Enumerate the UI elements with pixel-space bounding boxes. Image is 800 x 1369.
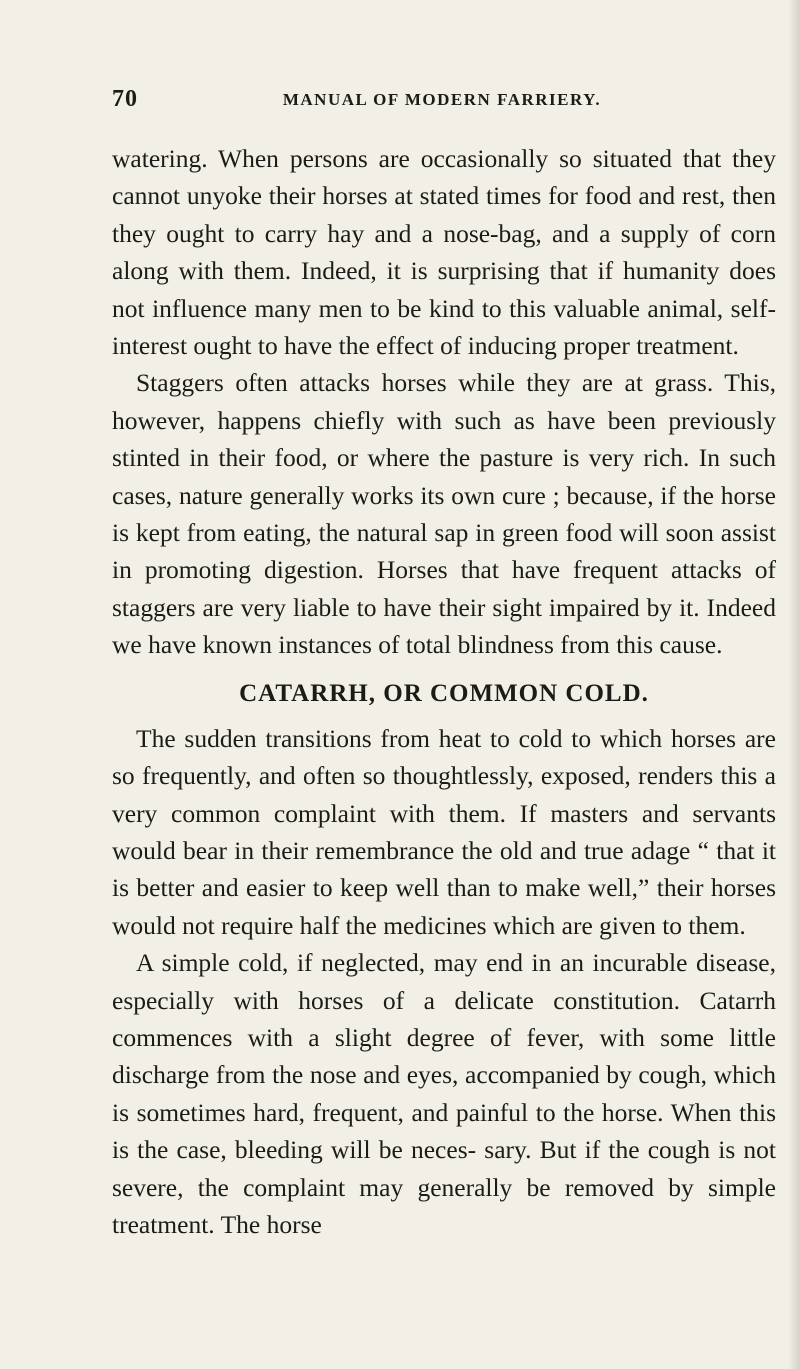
running-head [112, 86, 772, 116]
running-title: MANUAL OF MODERN FARRIERY. [282, 90, 602, 109]
page-number: 70 [112, 86, 138, 112]
paragraph-watering: watering. When persons are occasionally so situated that they cannot unyoke their horses at stated times for food and rest, then they ought to carry hay and a nose-bag, and a supply of corn along with them. Indeed, it is surprising that if humanity does not influence many men to be kind to this valuable animal, self-interest ought to have the effect of inducing proper treatment. [112, 144, 776, 361]
paragraph-staggers: Staggers often attacks horses while they are at grass. This, however, happens chiefly with such as have been previously stinted in their food, or where the pasture is very rich. In such cases, nature generally works its own cure ; because, if the horse is kept from eating, the natural sap in green food will soon assist in promoting digestion. Horses that have frequent attacks of staggers are very liable to have their sight impaired by it. Indeed we have known instances of total blindness from this cause. [112, 368, 776, 660]
paragraph-simple-cold: A simple cold, if neglected, may end in an incurable disease, especially with horses of a delicate constitution. Catarrh commences with a slight degree of fever, with some little discharge from the nose and eyes, accompanied by cough, which is sometimes hard, frequent, and painful to the horse. When this is the case, bleeding will be neces- sary. But if the cough is not severe, the complaint may generally be removed by simple treatment. The horse [112, 948, 776, 1239]
page-edge-shadow [788, 0, 800, 1369]
body-text [112, 140, 776, 1243]
section-heading: CATARRH, OR COMMON COLD. [239, 679, 649, 707]
paragraph-catarrh-intro: The sudden transitions from heat to cold to which horses are so frequently, and often so thoughtlessly, exposed, renders this a very common complaint with them. If masters and servants would bear in their remembrance the old and true adage “ that it is better and easier to keep well than to make well,” their horses would not require half the medicines which are given to them. [112, 723, 776, 940]
